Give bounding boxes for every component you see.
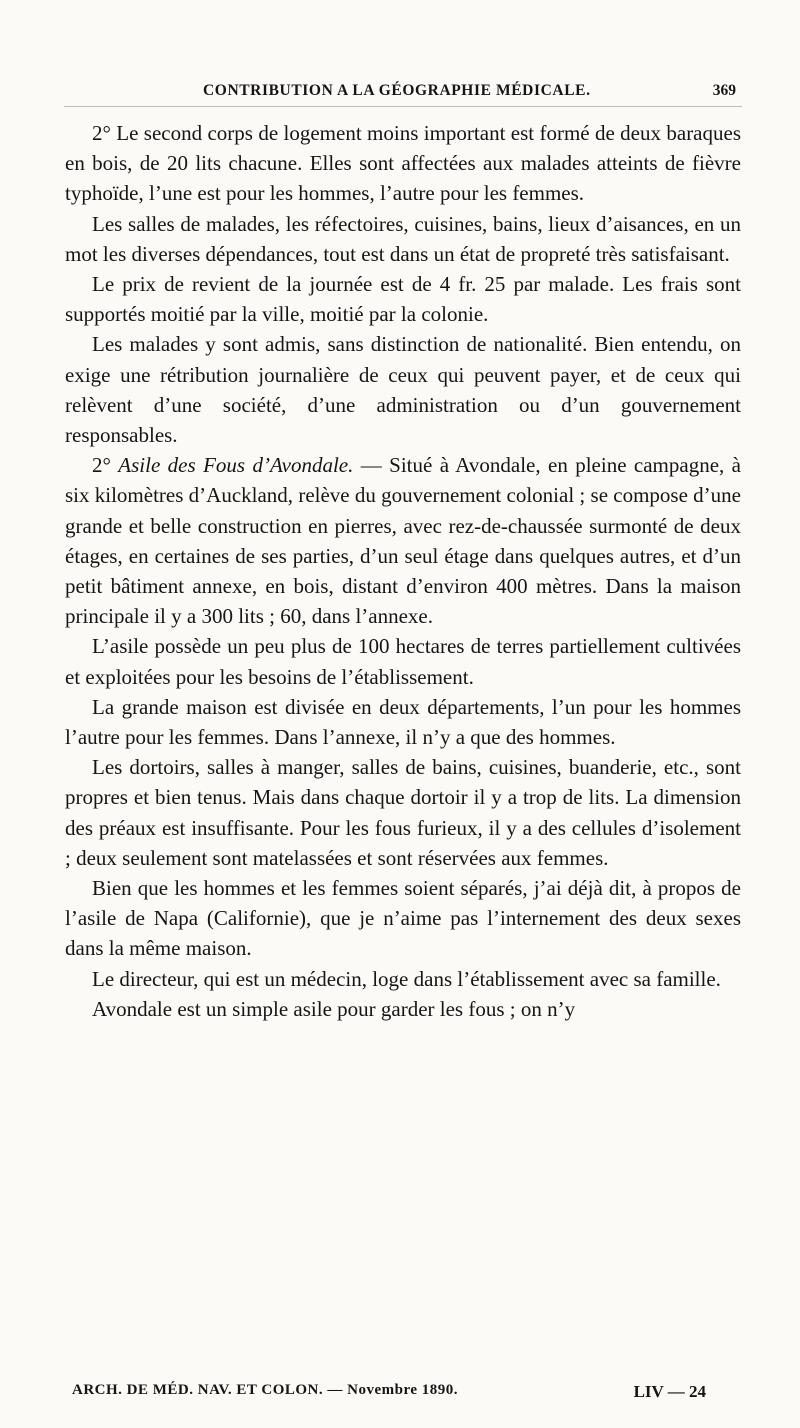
paragraph-asile — [65, 450, 741, 631]
page-number: 369 — [712, 82, 736, 99]
page-footer — [72, 1382, 742, 1406]
paragraph: Bien que les hommes et les femmes soient séparés, j’ai déjà dit, à propos de l’asile de Napa (Californie), que je n’aime pas l’internement des deux sexes dans la même maison. — [65, 876, 741, 961]
paragraph: Avondale est un simple asile pour garder les fous ; on n’y — [92, 996, 576, 1021]
paragraph: Le prix de revient de la journée est de 4 fr. 25 par malade. Les frais sont supportés moitié par la ville, moitié par la colonie. — [65, 272, 741, 327]
paragraph: La grande maison est divisée en deux départements, l’un pour les hommes l’autre pour les femmes. Dans l’annexe, il n’y a que des hommes. — [65, 694, 741, 750]
footer-signature-mark: LIV — 24 — [633, 1382, 706, 1401]
section-text: — Situé à Avondale, en pleine campagne, à six kilomètres d’Auckland, relève du gouvernement colonial ; se compose d’une grande et belle construction en pierres, avec rez-de-chaussée surmonté de deux étages, en certaines de ses parties, d’un seul étage dans quelques autres, et d’un petit bâtiment annexe, en bois, distant d’environ 400 mètres. Dans la maison principale il y a 300 lits ; 60, dans l’annexe. — [65, 453, 741, 629]
footer-journal-reference: ARCH. DE MÉD. NAV. ET COLON. — Novembre 1890. — [72, 1382, 458, 1398]
paragraph: Les dortoirs, salles à manger, salles de bains, cuisines, buanderie, etc., sont propres et bien tenus. Mais dans chaque dortoir il y a trop de lits. La dimension des préaux est insuffisante. Pour les fous furieux, il y a des cellules d’isolement ; deux seulement sont matelassées et sont réservées aux femmes. — [65, 755, 741, 870]
section-title: Asile des Fous d’Avondale. — [118, 453, 354, 478]
running-title: CONTRIBUTION A LA GÉOGRAPHIE MÉDICALE. — [203, 82, 591, 99]
body-text — [65, 118, 741, 1024]
section-number: 2° — [92, 453, 119, 478]
paragraph: Les malades y sont admis, sans distinction de nationalité. Bien entendu, on exige une rétribution journalière de ceux qui peuvent payer, et de ceux qui relèvent d’une société, d’une administration ou d’un gouvernement responsables. — [65, 332, 741, 448]
paragraph: Le directeur, qui est un médecin, loge dans l’établissement avec sa famille. — [92, 966, 721, 991]
paragraph: 2° Le second corps de logement moins important est formé de deux baraques en bois, de 20 lits chacune. Elles sont affectées aux malades atteints de fièvre typhoïde, l’une est pour les hommes, l’autre pour les femmes. — [65, 121, 741, 206]
running-header — [64, 80, 742, 107]
paragraph: Les salles de malades, les réfectoires, cuisines, bains, lieux d’aisances, en un mot les diverses dépendances, tout est dans un état de propreté très satisfaisant. — [65, 211, 741, 266]
paragraph: L’asile possède un peu plus de 100 hectares de terres partiellement cultivées et exploitées pour les besoins de l’établissement. — [65, 634, 741, 689]
